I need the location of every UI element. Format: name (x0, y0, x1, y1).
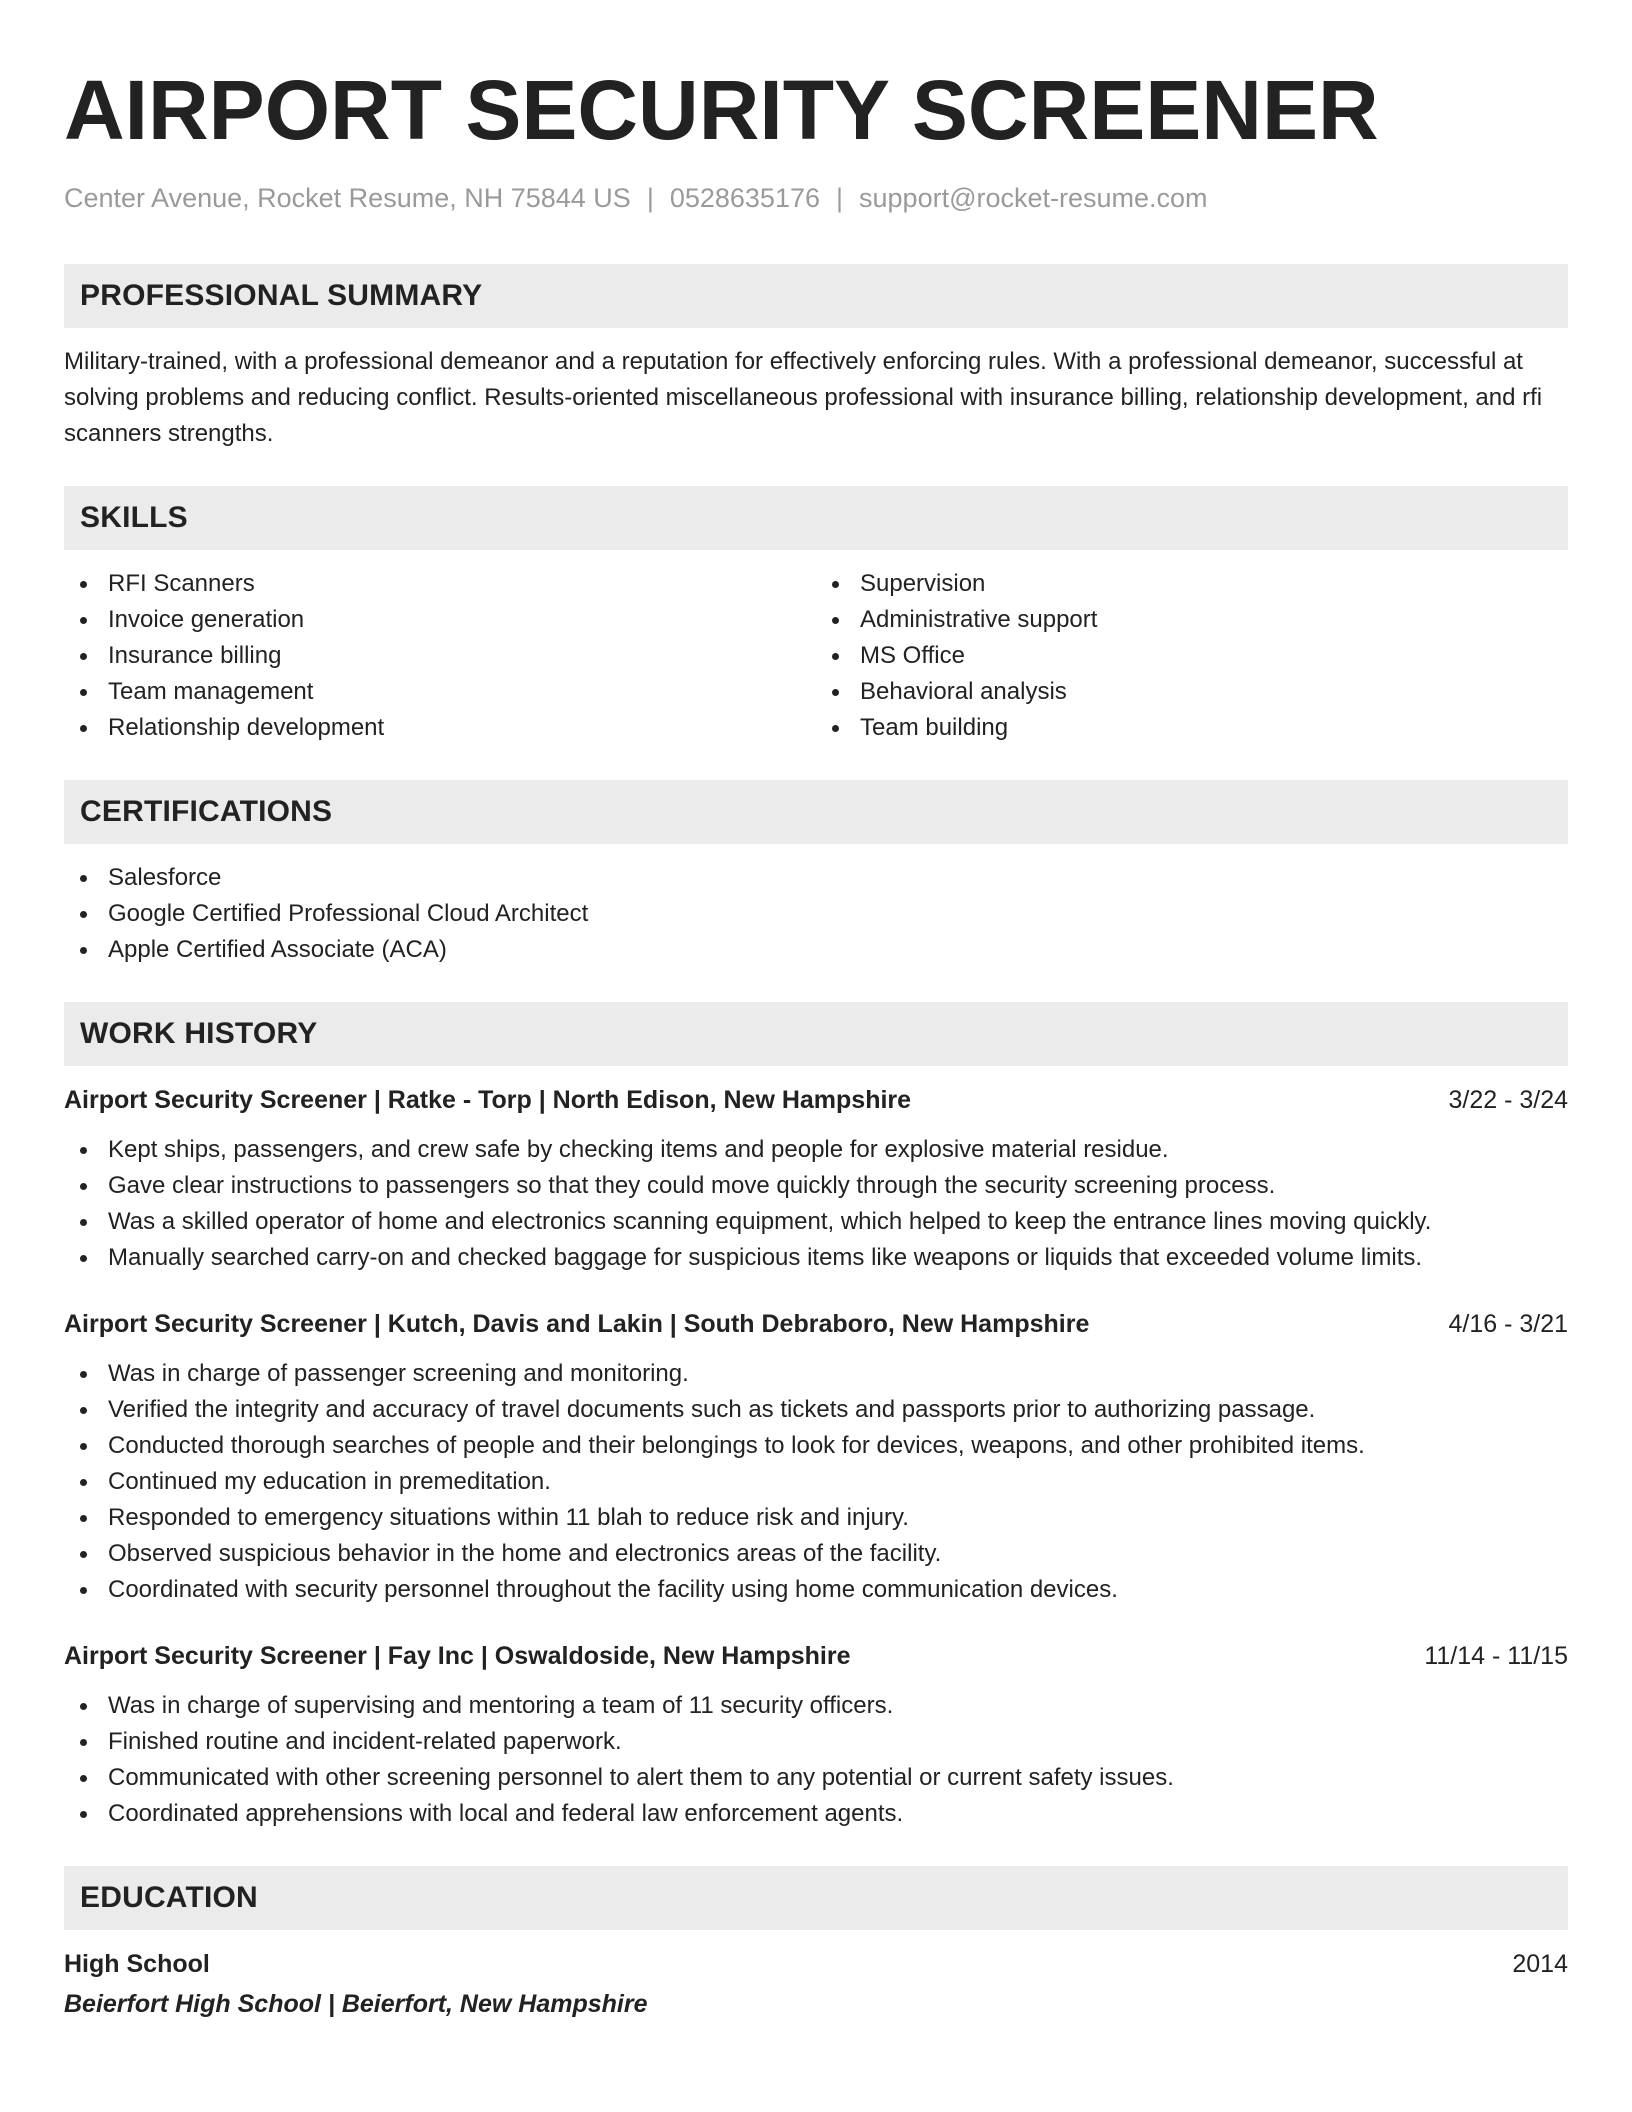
job-header (64, 1638, 1568, 1674)
skills-list-right (816, 566, 1568, 746)
job-duty-item: Kept ships, passengers, and crew safe by checking items and people for explosive material residue. (64, 1132, 1568, 1168)
certification-item: Google Certified Professional Cloud Architect (64, 896, 1568, 932)
job-title: Airport Security Screener | Kutch, Davis and Lakin | South Debraboro, New Hampshire (64, 1310, 1090, 1339)
job-duty-item: Was in charge of supervising and mentoring a team of 11 security officers. (64, 1688, 1568, 1724)
job-title: Airport Security Screener | Fay Inc | Oswaldoside, New Hampshire (64, 1642, 851, 1671)
skill-item: Behavioral analysis (816, 674, 1568, 710)
certification-item: Salesforce (64, 860, 1568, 896)
skill-item: Administrative support (816, 602, 1568, 638)
skill-item: RFI Scanners (64, 566, 816, 602)
contact-separator: | (646, 183, 654, 213)
contact-phone: 0528635176 (669, 183, 820, 213)
section-heading-education: EDUCATION (64, 1866, 1568, 1930)
job-title: Airport Security Screener | Ratke - Torp | North Edison, New Hampshire (64, 1086, 912, 1115)
education-degree: High School (64, 1950, 210, 1979)
job-header (64, 1306, 1568, 1342)
skill-item: MS Office (816, 638, 1568, 674)
job-duty-item: Coordinated apprehensions with local and federal law enforcement agents. (64, 1796, 1568, 1832)
job-duty-item: Responded to emergency situations within 11 blah to reduce risk and injury. (64, 1500, 1568, 1536)
certifications-list (64, 860, 1568, 968)
skill-item: Team management (64, 674, 816, 710)
contact-address: Center Avenue, Rocket Resume, NH 75844 US (64, 183, 631, 213)
job-duty-item: Observed suspicious behavior in the home and electronics areas of the facility. (64, 1536, 1568, 1572)
education-header (64, 1946, 1568, 1982)
job-duty-item: Was in charge of passenger screening and monitoring. (64, 1356, 1568, 1392)
job-duties-list (64, 1356, 1568, 1608)
certification-item: Apple Certified Associate (ACA) (64, 932, 1568, 968)
skills-grid (64, 550, 1568, 746)
job-dates: 11/14 - 11/15 (1424, 1642, 1568, 1671)
job-dates: 3/22 - 3/24 (1448, 1086, 1568, 1115)
skill-item: Supervision (816, 566, 1568, 602)
job-duties-list (64, 1132, 1568, 1276)
job-duty-item: Was a skilled operator of home and electronics scanning equipment, which helped to keep the entrance lines moving quickly. (64, 1204, 1568, 1240)
job-duties-list (64, 1688, 1568, 1832)
section-heading-summary: PROFESSIONAL SUMMARY (64, 264, 1568, 328)
skill-item: Relationship development (64, 710, 816, 746)
job-duty-item: Continued my education in premeditation. (64, 1464, 1568, 1500)
summary-text: Military-trained, with a professional demeanor and a reputation for effectively enforcing rules. With a professional demeanor, successful at solving problems and reducing conflict. Results-oriented miscellaneous professional with insurance billing, relationship development, and rfi scanners strengths. (64, 348, 1543, 448)
section-heading-certifications: CERTIFICATIONS (64, 780, 1568, 844)
job-duty-item: Finished routine and incident-related paperwork. (64, 1724, 1568, 1760)
skill-item: Invoice generation (64, 602, 816, 638)
job-duty-item: Communicated with other screening personnel to alert them to any potential or current safety issues. (64, 1760, 1568, 1796)
job-duty-item: Gave clear instructions to passengers so that they could move quickly through the security screening process. (64, 1168, 1568, 1204)
job-duty-item: Conducted thorough searches of people and their belongings to look for devices, weapons, and other prohibited items. (64, 1428, 1568, 1464)
job-duty-item: Verified the integrity and accuracy of travel documents such as tickets and passports prior to authorizing passage. (64, 1392, 1568, 1428)
job-dates: 4/16 - 3/21 (1448, 1310, 1568, 1339)
candidate-name: AIRPORT SECURITY SCREENER (64, 63, 1379, 157)
education-school: Beierfort High School | Beierfort, New Hampshire (64, 1990, 648, 2019)
job-duty-item: Coordinated with security personnel throughout the facility using home communication devices. (64, 1572, 1568, 1608)
skill-item: Insurance billing (64, 638, 816, 674)
section-heading-work-history: WORK HISTORY (64, 1002, 1568, 1066)
contact-separator: | (836, 183, 844, 213)
skill-item: Team building (816, 710, 1568, 746)
job-header (64, 1082, 1568, 1118)
job-duty-item: Manually searched carry-on and checked baggage for suspicious items like weapons or liquids that exceeded volume limits. (64, 1240, 1568, 1276)
education-year: 2014 (1512, 1950, 1568, 1979)
skills-list-left (64, 566, 816, 746)
contact-email[interactable]: support@rocket-resume.com (859, 183, 1208, 213)
section-heading-skills: SKILLS (64, 486, 1568, 550)
contact-line (64, 182, 1568, 214)
